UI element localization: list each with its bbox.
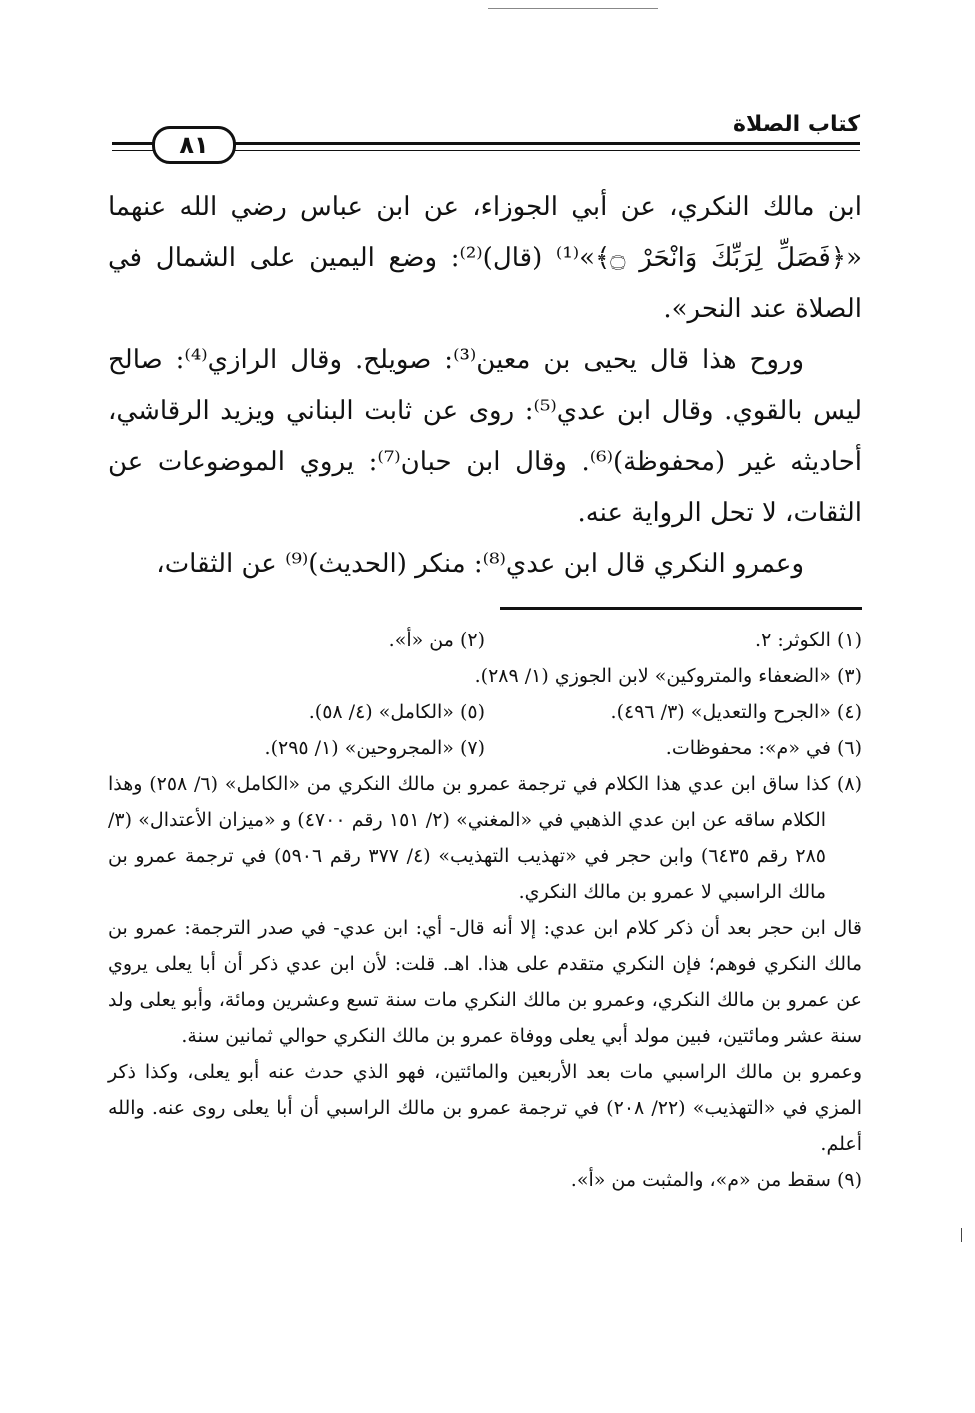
footnote-6: (٦) في «م»: محفوظات. <box>665 737 862 759</box>
footnote-9: (٩) سقط من «م»، والمثبت من «أ». <box>570 1169 862 1191</box>
footnote-separator <box>500 607 862 610</box>
footnote-8-continued: قال ابن حجر بعد أن ذكر كلام ابن عدي: إلا أنه قال- أي: ابن عدي- في صدر الترجمة: عمرو بن مالك النكري فوهم؛ فإن النكري متقدم على هذا. اهـ. قلت: لأن ابن عدي ذكر أن أبا يعلى يروي عن عمرو بن مالك النكري، وعمرو بن مالك النكري مات سنة تسع وعشرين ومائة، وأبو يعلى ولد سنة عشر ومائتين، فبين مولد أبي يعلى ووفاة عمرو بن مالك النكري حوالي ثمانين سنة. <box>108 917 862 1047</box>
footnote-row <box>108 622 862 658</box>
margin-mark <box>961 1228 962 1242</box>
footnotes <box>108 622 862 1198</box>
main-paragraph: وروح هذا قال يحيى بن معين⁽³⁾: صويلح. وقال الرازي⁽⁴⁾: صالح ليس بالقوي. وقال ابن عدي⁽⁵⁾: روى عن ثابت البناني ويزيد الرقاشي، أحاديثه غير (محفوظة)⁽⁶⁾. وقال ابن حبان⁽⁷⁾: يروي الموضوعات عن الثقات، لا تحل الرواية عنه. <box>108 345 863 528</box>
footnote-2: (٢) من «أ». <box>388 629 485 651</box>
footnote-7: (٧) «المجروحين» (١/ ٢٩٥). <box>264 737 485 759</box>
running-header <box>112 112 860 162</box>
page-number: ٨١ <box>152 126 236 164</box>
main-paragraph: ابن مالك النكري، عن أبي الجوزاء، عن ابن عباس رضي الله عنهما «﴿فَصَلِّ لِرَبِّكَ وَانْحَرْ ۝﴾»⁽¹⁾ (قال)⁽²⁾: وضع اليمين على الشمال في الصلاة عند النحر». <box>108 192 862 324</box>
footnote-3: (٣) «الضعفاء والمتروكين» لابن الجوزي (١/ ٢٨٩). <box>474 665 862 687</box>
footnote-1: (١) الكوثر: ٢. <box>755 629 862 651</box>
top-edge-rule <box>488 8 658 9</box>
footnote-8: (٨) كذا ساق ابن عدي هذا الكلام في ترجمة عمرو بن مالك النكري من «الكامل» (٦/ ٢٥٨) وهذا الكلام ساقه عن ابن عدي الذهبي في «المغني» (٢/ ١٥١ رقم ٤٧٠٠) و «ميزان الأعتدال» (٣/ ٢٨٥ رقم ٦٤٣٥) وابن حجر في «تهذيب التهذيب» (٤/ ٣٧٧ رقم ٥٩٠٦) في ترجمة عمرو بن مالك الراسبي لا عمرو بن مالك النكري. <box>108 773 862 903</box>
main-paragraph: وعمرو النكري قال ابن عدي⁽⁸⁾: منكر (الحديث)⁽⁹⁾ عن الثقات، <box>156 549 804 579</box>
book-title: كتاب الصلاة <box>723 112 860 137</box>
footnote-8-continued: وعمرو بن مالك الراسبي مات بعد الأربعين والمائتين، فهو الذي حدث عنه أبو يعلى، وكذا ذكر المزي في «التهذيب» (٢٢/ ٢٠٨) في ترجمة عمرو بن مالك الراسبي أن أبا يعلى روى عنه. والله أعلم. <box>108 1061 862 1155</box>
footnote-row <box>108 694 862 730</box>
footnote-5: (٥) «الكامل» (٤/ ٥٨). <box>308 701 485 723</box>
footnote-4: (٤) «الجرح والتعديل» (٣/ ٤٩٦). <box>610 701 862 723</box>
footnote-row <box>108 730 862 766</box>
main-text <box>108 182 862 590</box>
